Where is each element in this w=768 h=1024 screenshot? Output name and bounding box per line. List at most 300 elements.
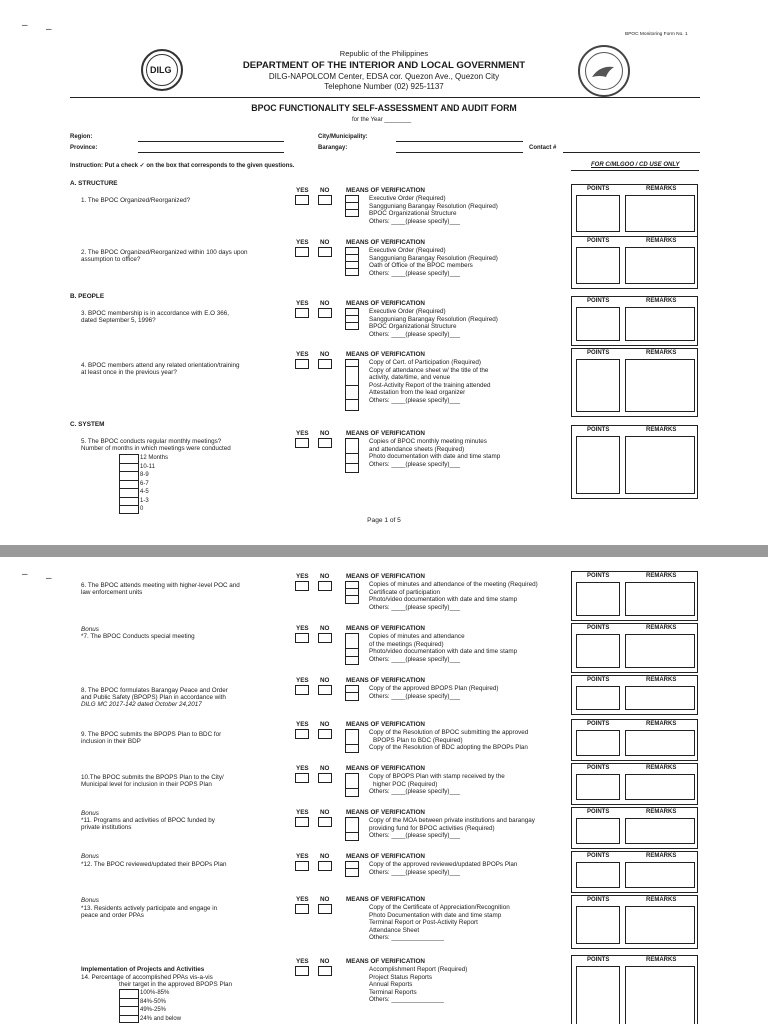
mov-checkbox[interactable] [345, 595, 359, 604]
mov-header: MEANS OF VERIFICATION [346, 430, 425, 437]
mov-option: Others: ____(please specify)___ [369, 460, 461, 468]
mov-option: Photo/video documentation with date and time stamp [369, 596, 518, 603]
option-checkbox[interactable] [119, 1006, 139, 1015]
yes-checkbox[interactable] [295, 729, 309, 739]
option-label: 4-5 [140, 489, 149, 495]
question-text: DILG MC 2017-142 dated October 24,2017 [81, 701, 202, 708]
mov-option: Copy of BPOPS Plan with stamp received by the [369, 773, 505, 780]
mov-checkbox[interactable] [345, 729, 359, 744]
yes-label: YES [296, 573, 309, 580]
department-address: DILG-NAPOLCOM Center, EDSA cor. Quezon Ave., Quezon City [268, 72, 500, 81]
mov-option: Executive Order (Required) [369, 308, 446, 315]
region-label: Region: [70, 134, 93, 140]
option-label: 100%-85% [140, 990, 170, 996]
form-number: BPOC Monitoring Form No. 1 [625, 32, 688, 37]
points-field[interactable] [576, 307, 620, 341]
mov-option: Others: ____(please specify)___ [369, 832, 461, 839]
yes-checkbox[interactable] [295, 966, 309, 976]
remarks-label: REMARKS [646, 238, 677, 244]
cmlgoo-divider [571, 170, 699, 171]
no-label: NO [320, 765, 330, 772]
remarks-field[interactable] [625, 359, 695, 412]
points-field[interactable] [576, 906, 620, 944]
mov-option: Photo/video documentation with date and time stamp [369, 648, 518, 655]
option-checkbox[interactable] [119, 497, 139, 506]
barangay-label: Barangay: [318, 145, 348, 151]
yes-checkbox[interactable] [295, 581, 309, 591]
remarks-field[interactable] [625, 906, 695, 944]
points-label: POINTS [587, 427, 610, 433]
mov-header: MEANS OF VERIFICATION [346, 573, 425, 580]
remarks-field[interactable] [625, 862, 695, 888]
yes-label: YES [296, 187, 309, 194]
remarks-label: REMARKS [646, 853, 677, 859]
mov-checkbox[interactable] [345, 744, 359, 753]
no-checkbox[interactable] [318, 633, 332, 643]
question-text: *7. The BPOC Conducts special meeting [81, 633, 195, 640]
mov-option: Attendance Sheet [369, 926, 420, 934]
points-label: POINTS [587, 298, 610, 304]
mov-option: Others: ____(please specify)___ [369, 269, 461, 277]
option-label: 1-3 [140, 497, 149, 504]
mov-option: Copies of BPOC monthly meeting minutes [369, 438, 487, 445]
yes-checkbox[interactable] [295, 359, 309, 369]
implementation-heading: Implementation of Projects and Activities [81, 966, 205, 973]
mov-checkbox[interactable] [345, 463, 359, 473]
no-label: NO [320, 625, 330, 632]
mov-option: Copy of the Resolution of BDC adopting the BPOPs Plan [369, 744, 528, 751]
mov-option: providing fund for BPOC activities (Required) [369, 824, 495, 832]
question-text: 10.The BPOC submits the BPOPS Plan to the City/ [81, 774, 224, 781]
no-checkbox[interactable] [318, 904, 332, 914]
mov-option: Copy of the approved reviewed/updated BPOPs Plan [369, 861, 518, 868]
mov-option: Copy of attendance sheet w/ the title of the [369, 366, 489, 374]
mov-checkbox[interactable] [345, 656, 359, 665]
points-field[interactable] [576, 862, 620, 888]
points-field[interactable] [576, 686, 620, 710]
points-label: POINTS [587, 765, 610, 771]
question-text: 8. The BPOC formulates Barangay Peace and Order [81, 687, 228, 694]
points-remarks-box [571, 807, 698, 849]
mov-checkbox[interactable] [345, 788, 359, 797]
province-field[interactable] [138, 152, 284, 153]
points-label: POINTS [587, 186, 610, 192]
remarks-label: REMARKS [646, 721, 677, 727]
mov-option: BPOPS Plan to BDC (Required) [373, 736, 463, 744]
remarks-label: REMARKS [646, 427, 677, 433]
points-label: POINTS [587, 573, 610, 579]
question-text: 6. The BPOC attends meeting with higher-level POC and [81, 582, 240, 589]
no-label: NO [320, 677, 330, 684]
yes-label: YES [296, 853, 309, 860]
scan-mark: – [22, 20, 28, 31]
points-field[interactable] [576, 582, 620, 616]
mov-header: MEANS OF VERIFICATION [346, 300, 425, 307]
mov-header: MEANS OF VERIFICATION [346, 765, 425, 772]
section-system: C. SYSTEM [70, 421, 105, 428]
page-number: Page 1 of 5 [367, 517, 401, 524]
section-people: B. PEOPLE [70, 293, 105, 300]
barangay-field[interactable] [396, 152, 523, 153]
question-text: at least once in the previous year? [81, 369, 177, 376]
yes-label: YES [296, 896, 309, 903]
remarks-field[interactable] [625, 774, 695, 800]
option-checkbox[interactable] [119, 488, 139, 497]
mov-option: Others: ____(please specify)___ [369, 692, 461, 700]
for-cmlgoo-label: FOR C/MLGOO / CD USE ONLY [591, 162, 680, 168]
option-label: 6-7 [140, 480, 149, 487]
mov-option: Copy of Cert. of Participation (Required) [369, 359, 481, 366]
mov-checkbox[interactable] [345, 773, 359, 788]
option-label: 12 Months [140, 455, 169, 461]
bonus-label: Bonus [81, 810, 99, 817]
no-label: NO [320, 853, 330, 860]
yes-checkbox[interactable] [295, 633, 309, 643]
mov-option: Post-Activity Report of the training attended [369, 381, 491, 389]
points-remarks-box [571, 763, 698, 805]
points-remarks-box [571, 348, 698, 417]
question-text: 9. The BPOC submits the BPOPS Plan to BDC for [81, 731, 222, 738]
points-remarks-box [571, 184, 698, 237]
mov-checkbox[interactable] [345, 633, 359, 648]
mov-option: Photo Documentation with date and time stamp [369, 911, 502, 919]
points-label: POINTS [587, 809, 610, 815]
mov-option: Others: ____(please specify)___ [369, 788, 461, 795]
remarks-label: REMARKS [646, 677, 677, 683]
mov-option: Others: ____(please specify)___ [369, 655, 461, 663]
option-label: 24% and below [140, 1015, 182, 1022]
remarks-label: REMARKS [646, 186, 677, 192]
remarks-field[interactable] [625, 247, 695, 284]
mov-option: Copies of minutes and attendance [369, 633, 465, 640]
contact-field[interactable] [563, 152, 700, 153]
section-structure: A. STRUCTURE [70, 180, 118, 187]
mov-option: Attestation from the lead organizer [369, 389, 466, 396]
bonus-label: Bonus [81, 853, 99, 860]
points-remarks-box [571, 571, 698, 621]
mov-option: Project Status Reports [369, 973, 432, 981]
mov-header: MEANS OF VERIFICATION [346, 721, 425, 728]
no-label: NO [320, 958, 330, 965]
mov-checkbox[interactable] [345, 308, 359, 315]
remarks-field[interactable] [625, 436, 695, 494]
mov-option: BPOC Organizational Structure [369, 210, 457, 217]
option-checkbox[interactable] [119, 471, 139, 480]
option-label: 0 [140, 506, 144, 512]
yes-checkbox[interactable] [295, 861, 309, 871]
question-text: 2. The BPOC Organized/Reorganized within 100 days upon [81, 249, 248, 256]
remarks-field[interactable] [625, 307, 695, 341]
mov-option: Others: ____(please specify)___ [369, 217, 461, 225]
no-label: NO [320, 573, 330, 580]
question-text: 5. The BPOC conducts regular monthly meetings? [81, 438, 222, 445]
mov-option: Photo documentation with date and time stamp [369, 453, 501, 460]
mov-header: MEANS OF VERIFICATION [346, 351, 425, 358]
mov-option: Others: _______________ [369, 934, 444, 941]
points-field[interactable] [576, 436, 620, 494]
question-text: their target in the approved BPOPS Plan [119, 981, 233, 988]
mov-header: MEANS OF VERIFICATION [346, 677, 425, 684]
remarks-field[interactable] [625, 582, 695, 616]
mov-checkbox[interactable] [345, 581, 359, 588]
for-the-year: for the Year ________ [352, 117, 412, 123]
points-label: POINTS [587, 853, 610, 859]
points-field[interactable] [576, 634, 620, 668]
points-remarks-box [571, 236, 698, 289]
mov-checkbox[interactable] [345, 868, 359, 877]
question-text: 1. The BPOC Organized/Reorganized? [81, 197, 191, 204]
mov-header: MEANS OF VERIFICATION [346, 809, 425, 816]
points-field[interactable] [576, 247, 620, 284]
yes-checkbox[interactable] [295, 685, 309, 695]
mov-checkbox[interactable] [345, 588, 359, 595]
no-label: NO [320, 896, 330, 903]
no-checkbox[interactable] [318, 359, 332, 369]
points-label: POINTS [587, 350, 610, 356]
no-label: NO [320, 300, 330, 307]
option-checkbox[interactable] [119, 480, 139, 489]
points-remarks-box [571, 296, 698, 346]
yes-label: YES [296, 677, 309, 684]
mov-option: Others: ____(please specify)___ [369, 868, 461, 876]
mov-option: activity, date/time, and venue [369, 374, 451, 381]
mov-option: Others: ____(please specify)___ [369, 396, 461, 404]
mov-option: of the meetings (Required) [369, 640, 444, 648]
question-text: and Public Safety (BPOPS) Plan in accordance with [81, 694, 226, 701]
remarks-label: REMARKS [646, 350, 677, 356]
mov-checkbox[interactable] [345, 861, 359, 868]
points-label: POINTS [587, 957, 610, 963]
mov-checkbox[interactable] [345, 268, 359, 276]
mov-checkbox[interactable] [345, 685, 359, 692]
yes-label: YES [296, 239, 309, 246]
points-label: POINTS [587, 677, 610, 683]
scan-mark: – [22, 569, 28, 580]
mov-option: Sangguniang Barangay Resolution (Required) [369, 254, 498, 262]
points-remarks-box [571, 955, 698, 1024]
mov-option: Copy of the MOA between private institutions and barangay [369, 817, 535, 824]
republic-header: Republic of the Philippines [339, 49, 429, 58]
points-field[interactable] [576, 774, 620, 800]
points-field[interactable] [576, 195, 620, 232]
remarks-field[interactable] [625, 634, 695, 668]
points-field[interactable] [576, 966, 620, 1024]
scan-mark: – [46, 24, 52, 35]
mov-checkbox[interactable] [345, 261, 359, 268]
yes-label: YES [296, 300, 309, 307]
mov-checkbox[interactable] [345, 832, 359, 841]
city-field[interactable] [396, 141, 523, 142]
mov-option: Oath of Office of the BPOC members [369, 262, 473, 269]
mov-checkbox[interactable] [345, 399, 359, 411]
mov-option: Sangguniang Barangay Resolution (Required) [369, 202, 498, 210]
no-label: NO [320, 351, 330, 358]
mov-option: Sangguniang Barangay Resolution (Required) [369, 315, 498, 323]
no-checkbox[interactable] [318, 773, 332, 783]
option-checkbox[interactable] [119, 463, 139, 472]
option-label: 84%-50% [140, 998, 167, 1005]
no-checkbox[interactable] [318, 861, 332, 871]
mov-checkbox[interactable] [345, 209, 359, 217]
yes-label: YES [296, 351, 309, 358]
no-checkbox[interactable] [318, 817, 332, 827]
question-text: *11. Programs and activities of BPOC funded by [81, 817, 215, 824]
question-text: Municipal level for inclusion in their POPS Plan [81, 781, 212, 788]
yes-checkbox[interactable] [295, 438, 309, 448]
bonus-label: Bonus [81, 897, 99, 904]
no-checkbox[interactable] [318, 308, 332, 318]
no-checkbox[interactable] [318, 438, 332, 448]
no-checkbox[interactable] [318, 729, 332, 739]
points-remarks-box [571, 719, 698, 761]
mov-option: Executive Order (Required) [369, 195, 446, 202]
mov-option: Accomplishment Report (Required) [369, 966, 468, 973]
mov-checkbox[interactable] [345, 648, 359, 656]
option-label: 10-11 [140, 463, 155, 470]
mov-option: Others: _______________ [369, 996, 444, 1003]
question-text: private institutions [81, 824, 132, 831]
remarks-field[interactable] [625, 195, 695, 232]
points-label: POINTS [587, 897, 610, 903]
mov-option: Copies of minutes and attendance of the meeting (Required) [369, 581, 538, 588]
region-field[interactable] [138, 141, 284, 142]
yes-label: YES [296, 958, 309, 965]
points-field[interactable] [576, 818, 620, 844]
question-text: 14. Percentage of accomplished PPAs vis-a-vis [81, 974, 213, 981]
mov-checkbox[interactable] [345, 438, 359, 453]
mov-option: Copy of the Certificate of Appreciation/Recognition [369, 904, 510, 911]
yes-label: YES [296, 721, 309, 728]
mov-option: Annual Reports [369, 981, 413, 988]
yes-checkbox[interactable] [295, 817, 309, 827]
remarks-label: REMARKS [646, 765, 677, 771]
yes-checkbox[interactable] [295, 904, 309, 914]
points-remarks-box [571, 425, 698, 499]
yes-checkbox[interactable] [295, 247, 309, 257]
form-title: BPOC FUNCTIONALITY SELF-ASSESSMENT AND AUDIT FORM [251, 103, 517, 113]
mov-checkbox[interactable] [345, 366, 359, 385]
mov-header: MEANS OF VERIFICATION [346, 625, 425, 632]
points-remarks-box [571, 675, 698, 715]
remarks-field[interactable] [625, 966, 695, 1024]
option-label: 8-9 [140, 472, 149, 478]
contact-label: Contact # [529, 145, 557, 151]
question-text: inclusion in their BDP [81, 738, 141, 745]
no-checkbox[interactable] [318, 195, 332, 205]
mov-option: Certificate of participation [369, 588, 441, 596]
yes-label: YES [296, 765, 309, 772]
question-text: *12. The BPOC reviewed/updated their BPOPs Plan [81, 861, 227, 868]
mov-option: Copy of the Resolution of BPOC submitting the approved [369, 729, 529, 736]
mov-checkbox[interactable] [345, 385, 359, 399]
option-label: 49%-25% [140, 1007, 167, 1013]
mov-checkbox[interactable] [345, 247, 359, 254]
mov-checkbox[interactable] [345, 195, 359, 202]
mov-option: Terminal Reports [369, 988, 417, 996]
no-label: NO [320, 239, 330, 246]
mov-checkbox[interactable] [345, 692, 359, 701]
no-label: NO [320, 809, 330, 816]
remarks-label: REMARKS [646, 625, 677, 631]
question-text: law enforcement units [81, 589, 143, 596]
yes-checkbox[interactable] [295, 308, 309, 318]
points-remarks-box [571, 851, 698, 893]
question-text: 4. BPOC members attend any related orientation/training [81, 362, 240, 369]
instruction-text: Instruction: Put a check ✓ on the box that corresponds to the given questions. [70, 163, 295, 169]
option-checkbox[interactable] [119, 998, 139, 1007]
dilg-logo: DILG [141, 49, 183, 91]
mov-header: MEANS OF VERIFICATION [346, 187, 425, 194]
province-label: Province: [70, 145, 98, 151]
remarks-field[interactable] [625, 730, 695, 756]
no-checkbox[interactable] [318, 581, 332, 591]
mov-checkbox[interactable] [345, 315, 359, 322]
points-label: POINTS [587, 238, 610, 244]
mov-checkbox[interactable] [345, 202, 359, 209]
remarks-label: REMARKS [646, 957, 677, 963]
mov-header: MEANS OF VERIFICATION [346, 958, 425, 965]
mov-option: Terminal Report or Post-Activity Report [369, 919, 478, 926]
mov-checkbox[interactable] [345, 817, 359, 832]
no-checkbox[interactable] [318, 247, 332, 257]
remarks-label: REMARKS [646, 809, 677, 815]
mov-checkbox[interactable] [345, 254, 359, 261]
department-telephone: Telephone Number (02) 925-1137 [324, 82, 444, 91]
points-field[interactable] [576, 730, 620, 756]
question-text: peace and order PPAs [81, 912, 144, 919]
remarks-field[interactable] [625, 818, 695, 844]
remarks-label: REMARKS [646, 298, 677, 304]
header-divider [70, 97, 700, 98]
mov-option: Others: ____(please specify)___ [369, 603, 461, 611]
scan-mark: – [46, 573, 52, 584]
yes-label: YES [296, 809, 309, 816]
mov-option: Executive Order (Required) [369, 247, 446, 254]
points-remarks-box [571, 623, 698, 673]
yes-checkbox[interactable] [295, 773, 309, 783]
mov-checkbox[interactable] [345, 322, 359, 330]
mov-option: BPOC Organizational Structure [369, 323, 457, 330]
question-text: dated September 5, 1996? [81, 317, 156, 324]
option-checkbox[interactable] [119, 505, 139, 514]
points-field[interactable] [576, 359, 620, 412]
no-label: NO [320, 430, 330, 437]
option-checkbox[interactable] [119, 1015, 139, 1024]
mov-checkbox[interactable] [345, 359, 359, 366]
yes-checkbox[interactable] [295, 195, 309, 205]
question-text: assumption to office? [81, 256, 141, 263]
remarks-label: REMARKS [646, 573, 677, 579]
question-text: *13. Residents actively participate and engage in [81, 905, 218, 912]
points-remarks-box [571, 895, 698, 949]
no-label: NO [320, 721, 330, 728]
option-checkbox[interactable] [119, 989, 139, 998]
mov-option: higher POC (Required) [373, 780, 438, 788]
points-label: POINTS [587, 625, 610, 631]
mov-checkbox[interactable] [345, 453, 359, 463]
mov-option: Copy of the approved BPOPS Plan (Required) [369, 685, 499, 692]
mov-option: Others: ____(please specify)___ [369, 330, 461, 338]
bonus-label: Bonus [81, 626, 99, 633]
no-checkbox[interactable] [318, 685, 332, 695]
yes-label: YES [296, 625, 309, 632]
option-checkbox[interactable] [119, 454, 139, 463]
question-text: Number of months in which meetings were conducted [81, 445, 231, 452]
no-checkbox[interactable] [318, 966, 332, 976]
remarks-field[interactable] [625, 686, 695, 710]
question-text: 3. BPOC membership is in accordance with E.O 366, [81, 310, 230, 317]
mov-option: and attendance sheets (Required) [369, 445, 465, 453]
